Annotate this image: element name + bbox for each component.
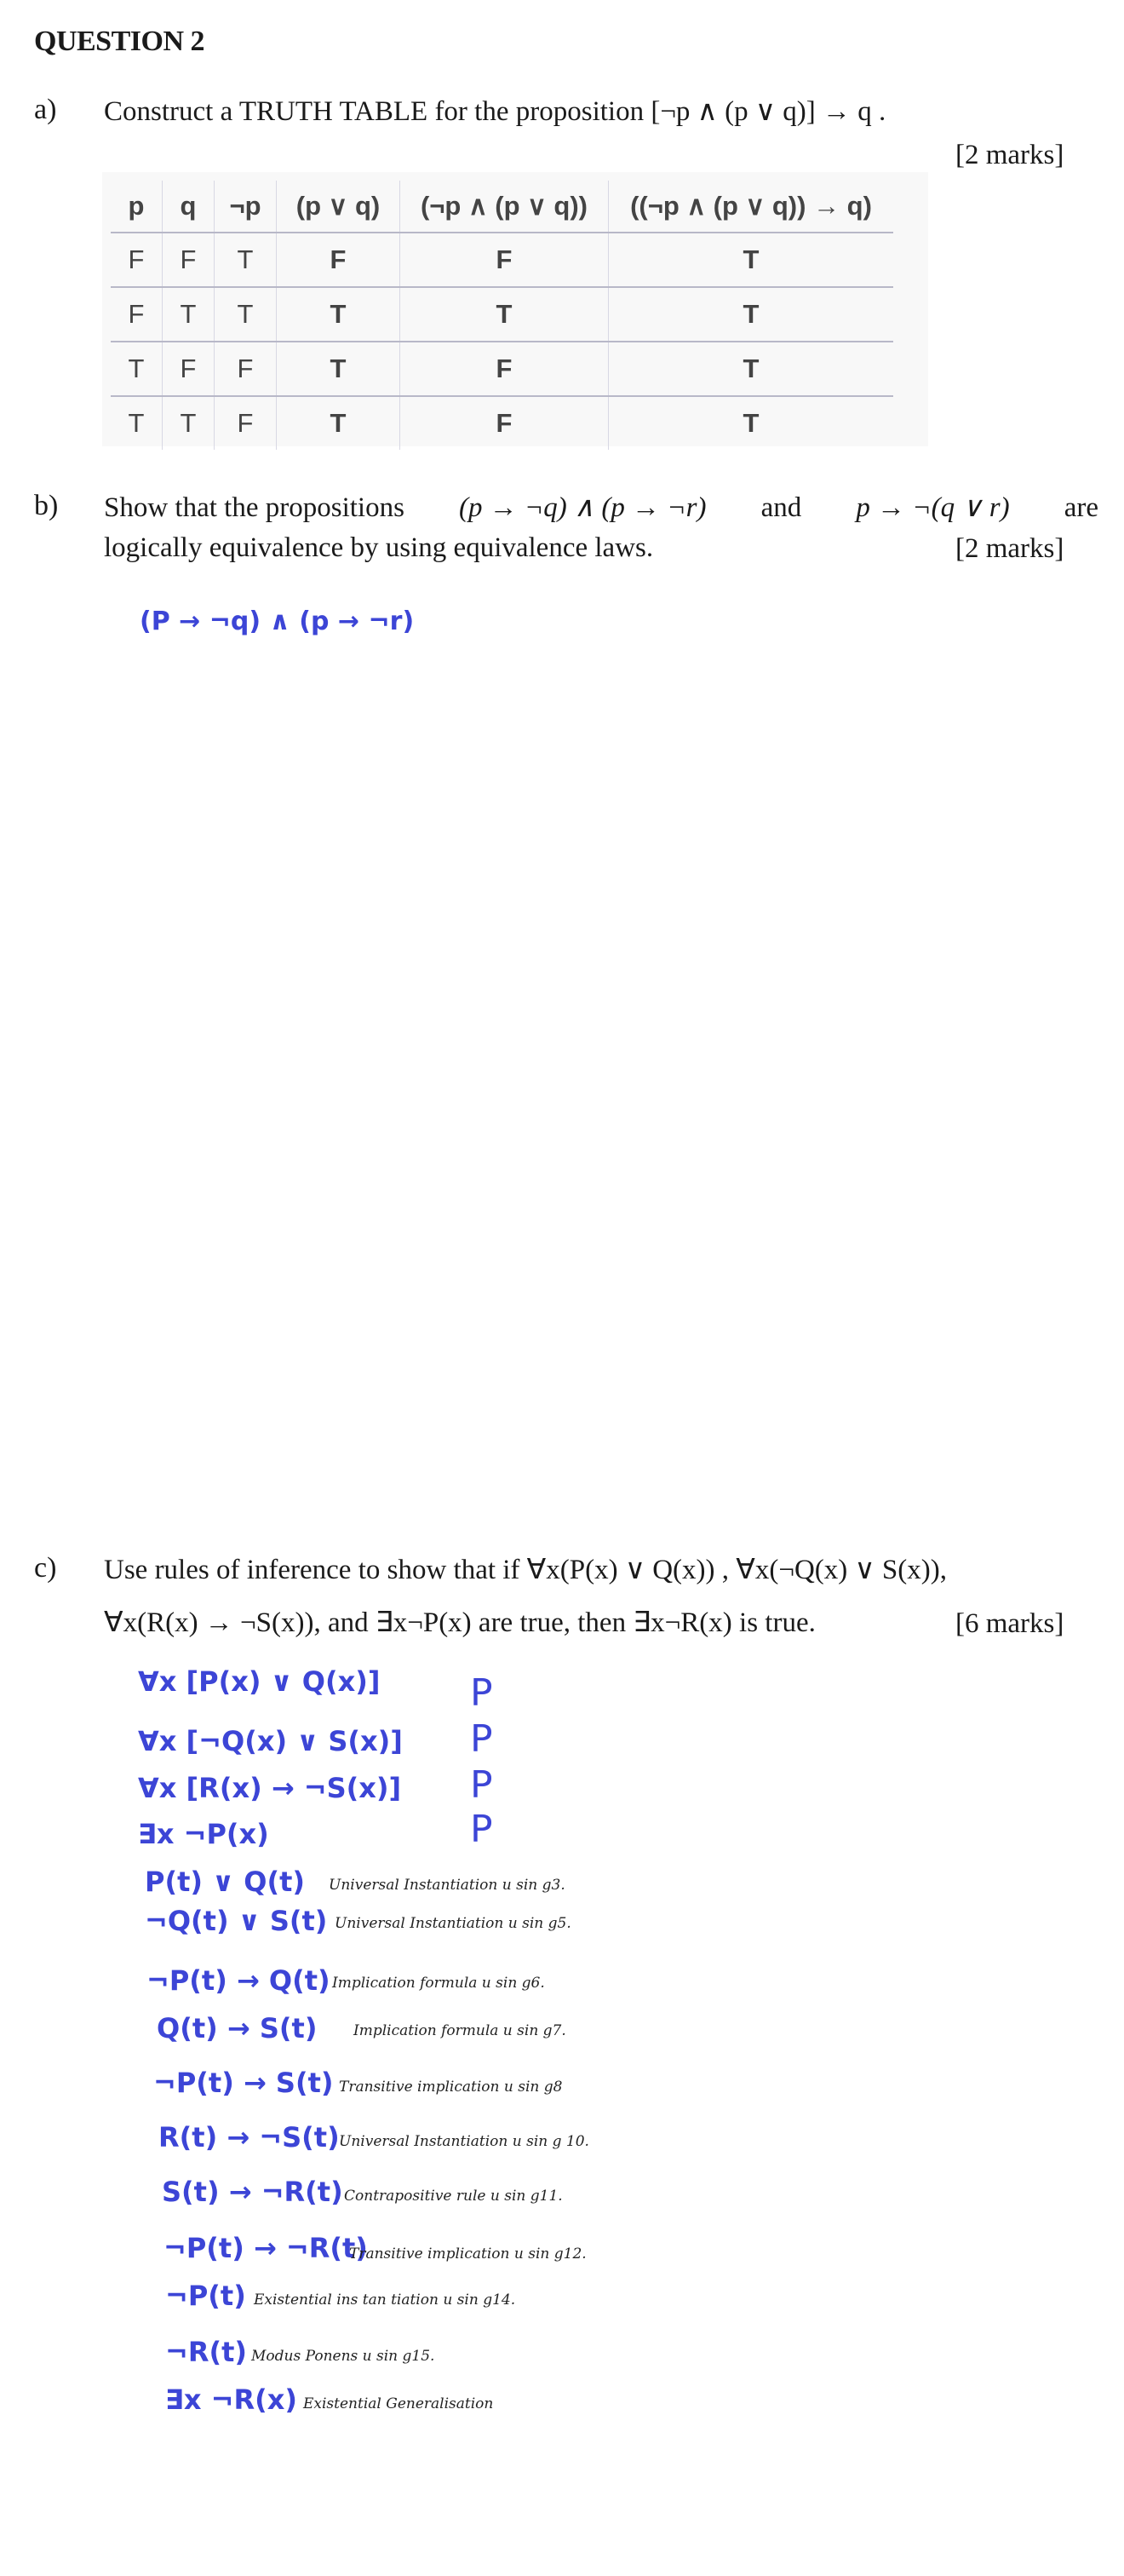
header-implication: ((¬p ∧ (p ∨ q)) → q): [609, 181, 894, 233]
part-c-marks: [6 marks]: [955, 1608, 1064, 1639]
step-6: R(t) → ¬S(t): [158, 2121, 340, 2153]
step-4: Q(t) → S(t): [157, 2012, 318, 2044]
table-row: [111, 396, 893, 450]
cell: T: [277, 342, 400, 396]
part-b-prefix: Show that the propositions: [104, 492, 404, 523]
part-b-marks: [2 marks]: [955, 533, 1064, 564]
cell: T: [128, 408, 145, 438]
truth-table: [111, 181, 893, 450]
step-1-reason: Universal Instantiation u sin g3.: [329, 1877, 565, 1894]
part-b-formula-1: (p → ¬q) ∧ (p → ¬r): [459, 492, 707, 523]
step-11-reason: Existential Generalisation: [303, 2395, 494, 2412]
part-c-label: c): [34, 1552, 57, 1584]
step-6-reason: Universal Instantiation u sin g 10.: [339, 2133, 589, 2150]
step-8-reason: Transitive implication u sin g12.: [349, 2245, 587, 2263]
cell: T: [277, 287, 400, 342]
part-b-formula-2: p → ¬(q ∨ r): [856, 492, 1010, 523]
step-10-reason: Modus Ponens u sin g15.: [251, 2348, 435, 2365]
cell: F: [163, 233, 215, 287]
cell: T: [163, 287, 215, 342]
part-c-line1: Use rules of inference to show that if ∀x(P(x) ∨ Q(x)) , ∀x(¬Q(x) ∨ S(x)),: [104, 1555, 947, 1585]
cell: T: [277, 396, 400, 450]
header-p-or-q: (p ∨ q): [277, 181, 400, 233]
part-c-line2: ∀x(R(x) → ¬S(x)), and ∃x¬P(x) are true, then ∃x¬R(x) is true.: [104, 1607, 816, 1638]
premise-tag-2: P: [470, 1717, 493, 1761]
table-row: [111, 287, 893, 342]
part-a-marks: [2 marks]: [955, 140, 1064, 170]
header-not-p: ¬p: [215, 181, 277, 233]
step-10: ¬R(t): [165, 2336, 247, 2368]
part-b-label: b): [34, 490, 59, 521]
premise-tag-4: P: [470, 1808, 493, 1851]
step-3-reason: Implication formula u sin g6.: [332, 1975, 545, 1992]
cell: F: [111, 233, 163, 287]
table-header-row: [111, 181, 893, 233]
step-5-reason: Transitive implication u sin g8: [339, 2079, 563, 2096]
cell: T: [609, 396, 894, 450]
part-b-suffix: are: [1064, 492, 1098, 523]
step-3: ¬P(t) → Q(t): [146, 1964, 330, 1997]
part-a-text: Construct a TRUTH TABLE for the proposition [¬p ∧ (p ∨ q)] → q .: [104, 96, 886, 127]
cell: T: [215, 233, 277, 287]
cell: F: [215, 396, 277, 450]
step-9: ¬P(t): [165, 2280, 246, 2312]
premise-1: ∀x [P(x) ∨ Q(x)]: [138, 1665, 381, 1698]
cell: T: [111, 342, 163, 396]
step-1: P(t) ∨ Q(t): [145, 1866, 306, 1898]
part-b-and: and: [760, 492, 802, 523]
cell: T: [609, 287, 894, 342]
cell: F: [400, 396, 609, 450]
cell: F: [111, 287, 163, 342]
table-row: [111, 233, 893, 287]
premise-3: ∀x [R(x) → ¬S(x)]: [138, 1772, 402, 1804]
step-11: ∃x ¬R(x): [165, 2383, 297, 2416]
step-2: ¬Q(t) ∨ S(t): [145, 1905, 328, 1937]
cell: F: [163, 342, 215, 396]
handwritten-answer-b: (P → ¬q) ∧ (p → ¬r): [140, 607, 415, 636]
step-5: ¬P(t) → S(t): [153, 2067, 334, 2099]
cell: F: [400, 233, 609, 287]
cell: T: [609, 233, 894, 287]
premise-tag-1: P: [470, 1671, 493, 1715]
cell: T: [215, 287, 277, 342]
cell: F: [277, 233, 400, 287]
step-4-reason: Implication formula u sin g7.: [353, 2022, 566, 2039]
cell: T: [609, 342, 894, 396]
step-8: ¬P(t) → ¬R(t): [163, 2232, 368, 2264]
table-row: [111, 342, 893, 396]
question-title: QUESTION 2: [34, 26, 204, 57]
step-9-reason: Existential ins tan tiation u sin g14.: [254, 2291, 516, 2309]
part-a-label: a): [34, 94, 57, 125]
cell: F: [215, 342, 277, 396]
part-b-line2: logically equivalence by using equivalence laws.: [104, 532, 654, 563]
step-2-reason: Universal Instantiation u sin g5.: [335, 1915, 571, 1932]
premise-2: ∀x [¬Q(x) ∨ S(x)]: [138, 1725, 403, 1757]
premise-tag-3: P: [470, 1763, 493, 1807]
header-not-p-and-p-or-q: (¬p ∧ (p ∨ q)): [400, 181, 609, 233]
part-b-line1: [104, 488, 1098, 527]
step-7-reason: Contrapositive rule u sin g11.: [344, 2188, 563, 2205]
header-q: q: [163, 181, 215, 233]
header-p: p: [111, 181, 163, 233]
cell: F: [400, 342, 609, 396]
step-7: S(t) → ¬R(t): [162, 2176, 343, 2208]
cell: T: [400, 287, 609, 342]
premise-4: ∃x ¬P(x): [138, 1818, 269, 1850]
cell: T: [163, 396, 215, 450]
truth-table-panel: [102, 172, 928, 446]
